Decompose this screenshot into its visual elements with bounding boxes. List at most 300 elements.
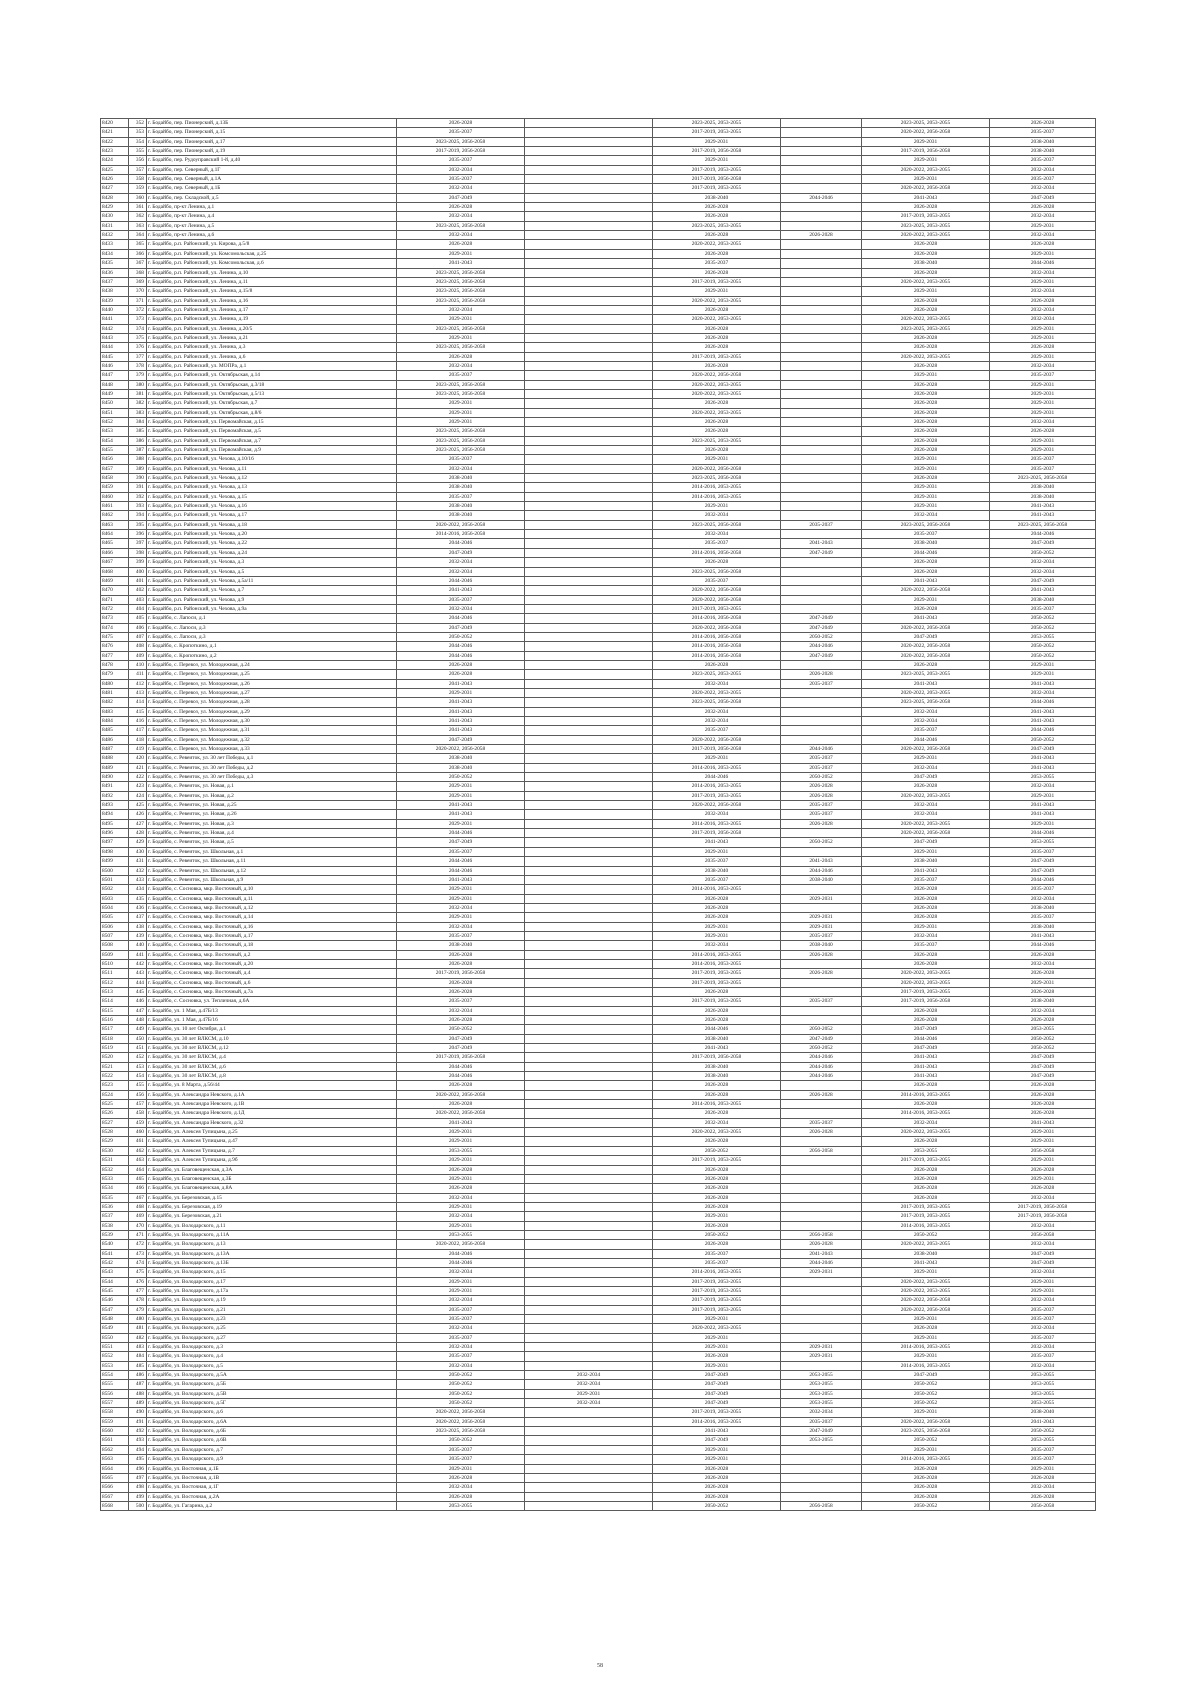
table-row: [101, 1230, 1096, 1239]
table-cell: 2038-2040: [990, 595, 1096, 604]
table-row: [101, 277, 1096, 286]
table-cell: 8439: [101, 296, 129, 305]
table-cell: г. Бодайбо, с. Лапоси, д.3: [147, 632, 397, 641]
table-cell: 2041-2043: [862, 866, 990, 875]
table-cell: 2026-2028: [862, 1324, 990, 1333]
table-row: [101, 959, 1096, 968]
table-cell: [781, 1277, 862, 1286]
table-cell: 2035-2037: [397, 1455, 525, 1464]
table-cell: [525, 931, 653, 940]
table-cell: 438: [129, 922, 147, 931]
table-row: [101, 1315, 1096, 1324]
table-cell: 2029-2031: [862, 1315, 990, 1324]
table-cell: 2053-2055: [781, 1371, 862, 1380]
table-cell: 2047-2049: [990, 857, 1096, 866]
table-cell: 2038-2040: [653, 866, 781, 875]
table-cell: 2050-2052: [397, 1436, 525, 1445]
table-cell: 489: [129, 1399, 147, 1408]
table-cell: [525, 156, 653, 165]
table-cell: г. Бодайбо, р.п. Районский, ул. Ленина, д.3: [147, 343, 397, 352]
table-cell: 2044-2046: [781, 642, 862, 651]
table-cell: 2023-2025, 2053-2055: [862, 119, 990, 128]
table-cell: 2035-2037: [397, 847, 525, 856]
table-cell: г. Бодайбо, ул. Володарского, д.6А: [147, 1417, 397, 1426]
table-cell: 8474: [101, 623, 129, 632]
table-cell: [525, 1221, 653, 1230]
table-cell: 8563: [101, 1455, 129, 1464]
table-cell: 2029-2031: [653, 1455, 781, 1464]
table-cell: 2035-2037: [990, 913, 1096, 922]
table-cell: [525, 221, 653, 230]
table-cell: 490: [129, 1408, 147, 1417]
table-row: [101, 950, 1096, 959]
table-cell: 2029-2031: [525, 1389, 653, 1398]
table-cell: 2047-2049: [397, 1044, 525, 1053]
table-cell: г. Бодайбо, с. Ревеиток, ул. Школьная, д.1: [147, 847, 397, 856]
table-row: [101, 1464, 1096, 1473]
table-cell: г. Бодайбо, ул. Володарского, д.6В: [147, 1436, 397, 1445]
table-cell: 2020-2022, 2056-2058: [397, 1109, 525, 1118]
table-cell: 2047-2049: [990, 1053, 1096, 1062]
table-cell: 2023-2025, 2056-2058: [862, 520, 990, 529]
table-cell: 430: [129, 847, 147, 856]
table-cell: 2020-2022, 2056-2058: [862, 651, 990, 660]
table-cell: г. Бодайбо, р.п. Районский, ул. Ленина, д.10: [147, 268, 397, 277]
table-cell: г. Бодайбо, ул. Володарского, д.13Б: [147, 1258, 397, 1267]
table-cell: 2026-2028: [990, 119, 1096, 128]
table-cell: 2014-2016, 2056-2058: [653, 632, 781, 641]
table-cell: 458: [129, 1109, 147, 1118]
table-cell: 8525: [101, 1100, 129, 1109]
table-cell: 411: [129, 670, 147, 679]
table-cell: 2026-2028: [990, 1090, 1096, 1099]
table-cell: 2035-2037: [990, 847, 1096, 856]
table-cell: 2020-2022, 2056-2058: [653, 464, 781, 473]
table-cell: 2029-2031: [781, 922, 862, 931]
table-row: [101, 717, 1096, 726]
table-cell: г. Бодайбо, р.п. Районский, ул. Чехова, д.5: [147, 567, 397, 576]
table-cell: [781, 268, 862, 277]
table-cell: г. Бодайбо, ул. 1 Мая, д.47Б/13: [147, 1006, 397, 1015]
table-cell: 8553: [101, 1361, 129, 1370]
table-cell: 8428: [101, 193, 129, 202]
table-row: [101, 193, 1096, 202]
table-row: [101, 249, 1096, 258]
table-row: [101, 446, 1096, 455]
table-cell: 404: [129, 604, 147, 613]
table-cell: [525, 857, 653, 866]
table-cell: 8425: [101, 165, 129, 174]
table-cell: 2026-2028: [397, 1100, 525, 1109]
table-cell: 2032-2034: [397, 305, 525, 314]
table-row: [101, 1081, 1096, 1090]
table-row: [101, 1165, 1096, 1174]
table-row: [101, 1193, 1096, 1202]
table-cell: 2023-2025, 2056-2058: [397, 277, 525, 286]
table-cell: [525, 632, 653, 641]
table-cell: [525, 922, 653, 931]
table-cell: 2020-2022, 2053-2055: [862, 352, 990, 361]
table-cell: [781, 474, 862, 483]
table-row: [101, 483, 1096, 492]
table-cell: [525, 1258, 653, 1267]
table-cell: [525, 128, 653, 137]
table-cell: 2020-2022, 2056-2058: [397, 1090, 525, 1099]
table-cell: 486: [129, 1371, 147, 1380]
table-cell: 2047-2049: [397, 623, 525, 632]
table-cell: 2029-2031: [397, 1128, 525, 1137]
table-cell: 2038-2040: [990, 483, 1096, 492]
table-cell: [525, 483, 653, 492]
table-cell: [525, 1436, 653, 1445]
table-cell: [525, 371, 653, 380]
table-cell: 2050-2052: [781, 1044, 862, 1053]
table-cell: 2029-2031: [397, 1202, 525, 1211]
table-cell: 8488: [101, 754, 129, 763]
table-cell: 2020-2022, 2056-2058: [397, 1417, 525, 1426]
table-cell: 2014-2016, 2053-2055: [653, 483, 781, 492]
table-cell: 8464: [101, 530, 129, 539]
table-row: [101, 894, 1096, 903]
table-cell: 2044-2046: [781, 1258, 862, 1267]
table-row: [101, 502, 1096, 511]
table-row: [101, 1305, 1096, 1314]
table-cell: 8566: [101, 1483, 129, 1492]
table-cell: [781, 184, 862, 193]
table-cell: 2029-2031: [990, 277, 1096, 286]
table-cell: 2017-2019, 2056-2058: [990, 1212, 1096, 1221]
table-cell: [781, 446, 862, 455]
table-cell: 2026-2028: [862, 903, 990, 912]
table-cell: 2029-2031: [862, 464, 990, 473]
table-cell: 2023-2025, 2053-2055: [862, 221, 990, 230]
table-cell: 425: [129, 801, 147, 810]
table-cell: 2029-2031: [990, 324, 1096, 333]
table-cell: 2026-2028: [990, 343, 1096, 352]
table-cell: 2017-2019, 2053-2055: [653, 791, 781, 800]
table-cell: 2035-2037: [862, 875, 990, 884]
table-cell: 8481: [101, 688, 129, 697]
table-cell: г. Бодайбо, с. Ревеиток, ул. Школьная, д.11: [147, 857, 397, 866]
table-row: [101, 1473, 1096, 1482]
table-cell: 2020-2022, 2053-2055: [653, 1324, 781, 1333]
table-row: [101, 829, 1096, 838]
table-cell: 2032-2034: [653, 530, 781, 539]
table-cell: 390: [129, 474, 147, 483]
table-cell: 2035-2037: [990, 1352, 1096, 1361]
table-row: [101, 119, 1096, 128]
table-cell: г. Бодайбо, р.п. Районский, ул. Октябрьская, д.8/6: [147, 408, 397, 417]
table-cell: 8519: [101, 1044, 129, 1053]
table-cell: 2041-2043: [862, 576, 990, 585]
table-cell: [525, 679, 653, 688]
table-cell: 2026-2028: [653, 1464, 781, 1473]
table-cell: 8459: [101, 483, 129, 492]
table-cell: 2026-2028: [653, 343, 781, 352]
table-cell: 8542: [101, 1258, 129, 1267]
table-cell: 2056-2058: [781, 1501, 862, 1510]
table-cell: 433: [129, 875, 147, 884]
table-cell: [781, 726, 862, 735]
table-cell: 2044-2046: [862, 548, 990, 557]
table-cell: 2026-2028: [653, 1352, 781, 1361]
table-cell: г. Бодайбо, пр-кт Ленина, д.6: [147, 231, 397, 240]
table-cell: 2035-2037: [781, 763, 862, 772]
table-cell: [781, 604, 862, 613]
table-cell: 8473: [101, 614, 129, 623]
table-cell: 2026-2028: [990, 1165, 1096, 1174]
table-cell: 2020-2022, 2053-2055: [653, 240, 781, 249]
table-cell: 2038-2040: [653, 1034, 781, 1043]
table-cell: 2047-2049: [397, 735, 525, 744]
table-cell: [525, 1445, 653, 1454]
table-cell: 470: [129, 1221, 147, 1230]
table-cell: г. Бодайбо, с. Перевоз, ул. Молодежная, д.30: [147, 717, 397, 726]
table-cell: 2047-2049: [397, 838, 525, 847]
table-cell: 2035-2037: [397, 1305, 525, 1314]
table-cell: 2041-2043: [781, 539, 862, 548]
table-cell: 2026-2028: [653, 1090, 781, 1099]
table-cell: 2047-2049: [862, 1044, 990, 1053]
table-cell: 2032-2034: [653, 717, 781, 726]
table-cell: [781, 558, 862, 567]
table-cell: [525, 240, 653, 249]
table-cell: 8438: [101, 287, 129, 296]
table-cell: 462: [129, 1146, 147, 1155]
table-cell: 2014-2016, 2053-2055: [862, 1090, 990, 1099]
table-cell: 2050-2052: [990, 623, 1096, 632]
table-cell: 8493: [101, 801, 129, 810]
table-cell: г. Бодайбо, ул. Алексея Тупицына, д.7: [147, 1146, 397, 1155]
table-cell: 2023-2025, 2056-2058: [397, 380, 525, 389]
table-cell: [525, 249, 653, 258]
table-cell: 2026-2028: [862, 474, 990, 483]
table-cell: 2029-2031: [653, 455, 781, 464]
table-cell: 2038-2040: [397, 511, 525, 520]
table-cell: [781, 1315, 862, 1324]
table-cell: 466: [129, 1184, 147, 1193]
table-cell: 2026-2028: [862, 249, 990, 258]
table-cell: 2041-2043: [397, 586, 525, 595]
table-cell: 394: [129, 511, 147, 520]
table-cell: 2029-2031: [990, 791, 1096, 800]
table-row: [101, 1090, 1096, 1099]
table-cell: [525, 464, 653, 473]
table-cell: 2032-2034: [990, 558, 1096, 567]
table-cell: 2020-2022, 2056-2058: [862, 642, 990, 651]
table-cell: 2041-2043: [862, 614, 990, 623]
table-cell: 366: [129, 249, 147, 258]
table-cell: 2053-2055: [781, 1389, 862, 1398]
table-cell: 2026-2028: [653, 1184, 781, 1193]
table-cell: 8478: [101, 660, 129, 669]
table-row: [101, 1361, 1096, 1370]
table-cell: 2035-2037: [781, 1417, 862, 1426]
table-cell: г. Бодайбо, с. Кропоткино, д.2: [147, 651, 397, 660]
table-cell: 2044-2046: [653, 773, 781, 782]
table-cell: [781, 380, 862, 389]
table-cell: 385: [129, 427, 147, 436]
table-cell: 2026-2028: [781, 1128, 862, 1137]
table-cell: 2026-2028: [862, 203, 990, 212]
table-cell: 2029-2031: [653, 847, 781, 856]
table-cell: 2050-2052: [397, 1025, 525, 1034]
table-cell: г. Бодайбо, р.п. Районский, ул. Ленина, д.6: [147, 352, 397, 361]
table-cell: 2032-2034: [397, 1296, 525, 1305]
table-cell: 2047-2049: [781, 548, 862, 557]
table-row: [101, 604, 1096, 613]
table-cell: [525, 399, 653, 408]
table-cell: 2044-2046: [781, 1062, 862, 1071]
table-cell: 8503: [101, 894, 129, 903]
table-cell: 2023-2025, 2053-2055: [653, 221, 781, 230]
table-row: [101, 1109, 1096, 1118]
table-cell: 2023-2025, 2056-2058: [653, 567, 781, 576]
table-cell: г. Бодайбо, с. Перевоз, ул. Молодежная, д.33: [147, 745, 397, 754]
table-cell: 2014-2016, 2056-2058: [397, 530, 525, 539]
table-cell: 421: [129, 763, 147, 772]
table-cell: 2032-2034: [990, 1240, 1096, 1249]
table-cell: 2035-2037: [781, 810, 862, 819]
table-row: [101, 1025, 1096, 1034]
table-row: [101, 1221, 1096, 1230]
table-cell: [525, 1006, 653, 1015]
table-cell: 2050-2052: [397, 632, 525, 641]
table-cell: 2029-2031: [397, 1277, 525, 1286]
table-cell: [781, 1445, 862, 1454]
table-cell: [525, 408, 653, 417]
table-row: [101, 1258, 1096, 1267]
table-cell: 8449: [101, 389, 129, 398]
table-cell: 2047-2049: [653, 1436, 781, 1445]
table-cell: 422: [129, 773, 147, 782]
table-cell: [525, 165, 653, 174]
table-cell: 2041-2043: [990, 511, 1096, 520]
table-cell: 2041-2043: [397, 726, 525, 735]
table-cell: 2026-2028: [862, 1193, 990, 1202]
table-cell: 2047-2049: [990, 1062, 1096, 1071]
table-cell: 2032-2034: [397, 1324, 525, 1333]
table-cell: 2014-2016, 2053-2055: [862, 1343, 990, 1352]
table-cell: 2035-2037: [990, 455, 1096, 464]
table-cell: г. Бодайбо, ул. Александра Невского, д.32: [147, 1118, 397, 1127]
table-cell: 8420: [101, 119, 129, 128]
table-cell: 2026-2028: [653, 333, 781, 342]
table-cell: [781, 203, 862, 212]
table-cell: г. Бодайбо, р.п. Районский, ул. Чехова, д.10/16: [147, 455, 397, 464]
table-cell: г. Бодайбо, с. Ревеиток, ул. 30 лет Победы, д.1: [147, 754, 397, 763]
table-cell: 2050-2052: [653, 1146, 781, 1155]
table-cell: 2041-2043: [862, 1053, 990, 1062]
table-cell: 8497: [101, 838, 129, 847]
table-cell: [781, 717, 862, 726]
table-row: [101, 1118, 1096, 1127]
table-cell: 2026-2028: [397, 1165, 525, 1174]
table-cell: 8517: [101, 1025, 129, 1034]
table-cell: 2020-2022, 2053-2055: [653, 380, 781, 389]
table-row: [101, 567, 1096, 576]
table-cell: 2050-2052: [781, 632, 862, 641]
table-cell: г. Бодайбо, с. Перевоз, ул. Молодежная, д.25: [147, 670, 397, 679]
table-cell: 393: [129, 502, 147, 511]
table-cell: 2017-2019, 2053-2055: [862, 1156, 990, 1165]
table-cell: г. Бодайбо, р.п. Районский, ул. Первомайская, д.7: [147, 436, 397, 445]
table-cell: 2035-2037: [862, 530, 990, 539]
table-cell: 461: [129, 1137, 147, 1146]
table-cell: 8455: [101, 446, 129, 455]
table-cell: 8435: [101, 259, 129, 268]
table-cell: 2026-2028: [862, 446, 990, 455]
table-row: [101, 773, 1096, 782]
table-cell: 8468: [101, 567, 129, 576]
table-cell: 8540: [101, 1240, 129, 1249]
table-cell: 2029-2031: [862, 175, 990, 184]
table-cell: 2047-2049: [990, 866, 1096, 875]
table-cell: г. Бодайбо, ул. Володарского, д.15: [147, 1268, 397, 1277]
table-cell: 2026-2028: [862, 558, 990, 567]
table-cell: 8550: [101, 1333, 129, 1342]
table-cell: 2029-2031: [653, 1333, 781, 1342]
table-cell: г. Бодайбо, ул. Восточная, д.2А: [147, 1492, 397, 1501]
table-cell: 2026-2028: [397, 1492, 525, 1501]
table-row: [101, 1240, 1096, 1249]
table-cell: 8535: [101, 1193, 129, 1202]
table-row: [101, 1100, 1096, 1109]
table-cell: 2023-2025, 2053-2055: [653, 119, 781, 128]
table-row: [101, 1062, 1096, 1071]
table-row: [101, 1128, 1096, 1137]
table-cell: 2026-2028: [781, 1240, 862, 1249]
table-cell: 2035-2037: [397, 156, 525, 165]
table-cell: [525, 1408, 653, 1417]
table-cell: 2023-2025, 2056-2058: [397, 446, 525, 455]
table-cell: г. Бодайбо, ул. Алексея Тупицына, д.25: [147, 1128, 397, 1137]
table-cell: 2035-2037: [653, 857, 781, 866]
table-cell: 379: [129, 371, 147, 380]
table-cell: [781, 885, 862, 894]
table-cell: 2017-2019, 2056-2058: [653, 147, 781, 156]
table-cell: [525, 969, 653, 978]
table-cell: 8461: [101, 502, 129, 511]
table-cell: 2026-2028: [862, 1100, 990, 1109]
table-cell: [781, 408, 862, 417]
table-cell: г. Бодайбо, ул. 1 Мая, д.47Б/16: [147, 1016, 397, 1025]
table-cell: 487: [129, 1380, 147, 1389]
table-cell: 2026-2028: [990, 1184, 1096, 1193]
table-row: [101, 1324, 1096, 1333]
table-cell: 2014-2016, 2053-2055: [653, 819, 781, 828]
table-cell: 2014-2016, 2056-2058: [653, 651, 781, 660]
table-cell: [781, 483, 862, 492]
table-cell: 8444: [101, 343, 129, 352]
table-cell: 2020-2022, 2056-2058: [653, 801, 781, 810]
table-cell: 2038-2040: [990, 1408, 1096, 1417]
table-cell: 2029-2031: [397, 1156, 525, 1165]
table-cell: [781, 296, 862, 305]
table-cell: 2032-2034: [397, 464, 525, 473]
table-cell: 360: [129, 193, 147, 202]
table-cell: 478: [129, 1296, 147, 1305]
table-cell: 2014-2016, 2053-2055: [653, 1417, 781, 1426]
table-cell: 2044-2046: [990, 875, 1096, 884]
table-cell: 8450: [101, 399, 129, 408]
table-cell: 400: [129, 567, 147, 576]
table-cell: 2038-2040: [397, 763, 525, 772]
table-cell: 484: [129, 1352, 147, 1361]
table-cell: 2035-2037: [397, 931, 525, 940]
table-cell: 2023-2025, 2056-2058: [653, 474, 781, 483]
table-cell: 8512: [101, 978, 129, 987]
